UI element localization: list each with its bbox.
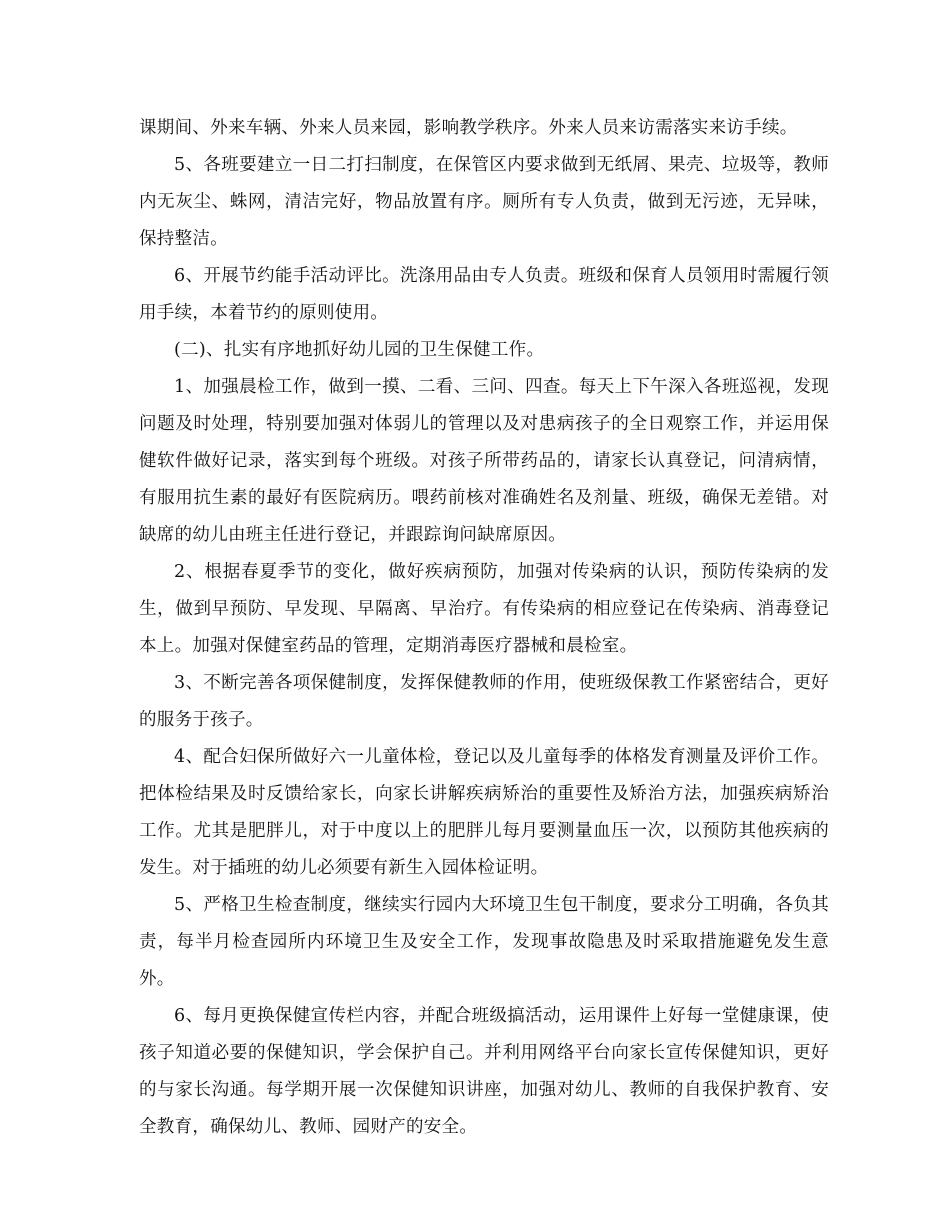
paragraph-item-6-saving: 6、开展节约能手活动评比。洗涤用品由专人负责。班级和保育人员领用时需履行领用手续，本着节约的原则使用。 xyxy=(139,266,829,323)
document-body xyxy=(139,110,829,1146)
paragraph-item-6-health-promotion: 6、每月更换保健宣传栏内容，并配合班级搞活动，运用课件上好每一堂健康课，使孩子知道必要的保健知识，学会保护自己。并利用网络平台向家长宣传保健知识，更好的与家长沟通。每学期开展一次保健知识讲座，加强对幼儿、教师的自我保护教育、安全教育，确保幼儿、教师、园财产的安全。 xyxy=(139,1006,829,1137)
paragraph-item-4-physical-exam: 4、配合妇保所做好六一儿童体检，登记以及儿童每季的体格发育测量及评价工作。把体检结果及时反馈给家长，向家长讲解疾病矫治的重要性及矫治方法，加强疾病矫治工作。尤其是肥胖儿，对于中度以上的肥胖儿每月要测量血压一次，以预防其他疾病的发生。对于插班的幼儿必须要有新生入园体检证明。 xyxy=(139,747,829,878)
paragraph-item-2-disease-prevention: 2、根据春夏季节的变化，做好疾病预防，加强对传染病的认识，预防传染病的发生，做到早预防、早发现、早隔离、早治疗。有传染病的相应登记在传染病、消毒登记本上。加强对保健室药品的管理，定期消毒医疗器械和晨检室。 xyxy=(139,562,829,656)
paragraph-item-3-health-system: 3、不断完善各项保健制度，发挥保健教师的作用，使班级保教工作紧密结合，更好的服务于孩子。 xyxy=(139,673,829,730)
paragraph-item-5-hygiene-inspection: 5、严格卫生检查制度，继续实行园内大环境卫生包干制度，要求分工明确，各负其责，每半月检查园所内环境卫生及安全工作，发现事故隐患及时采取措施避免发生意外。 xyxy=(139,895,829,989)
paragraph-item-1-morning-check: 1、加强晨检工作，做到一摸、二看、三问、四查。每天上下午深入各班巡视，发现问题及时处理，特别要加强对体弱儿的管理以及对患病孩子的全日观察工作，并运用保健软件做好记录，落实到每个班级。对孩子所带药品的，请家长认真登记，问清病情，有服用抗生素的最好有医院病历。喂药前核对准确姓名及剂量、班级，确保无差错。对缺席的幼儿由班主任进行登记，并跟踪询问缺席原因。 xyxy=(139,377,829,545)
paragraph-continued: 课期间、外来车辆、外来人员来园，影响教学秩序。外来人员来访需落实来访手续。 xyxy=(139,118,798,138)
paragraph-item-5-cleaning: 5、各班要建立一日二打扫制度，在保管区内要求做到无纸屑、果壳、垃圾等，教师内无灰尘、蛛网，清洁完好，物品放置有序。厕所有专人负责，做到无污迹，无异味，保持整洁。 xyxy=(139,155,829,249)
section-heading-health-care: (二)、扎实有序地抓好幼儿园的卫生保健工作。 xyxy=(174,340,545,360)
